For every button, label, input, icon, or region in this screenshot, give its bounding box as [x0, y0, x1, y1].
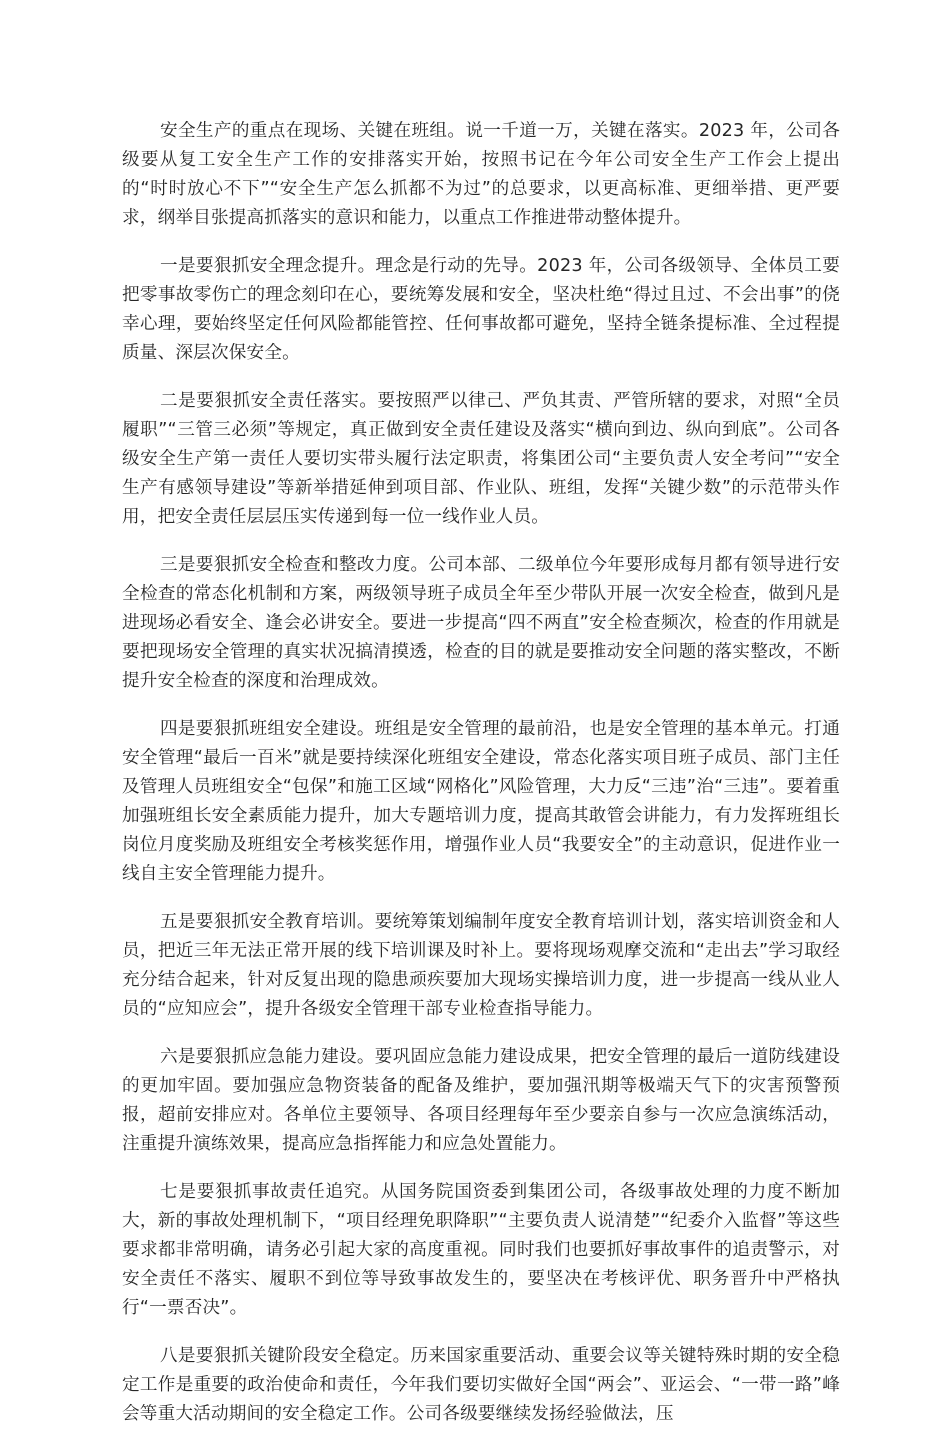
- paragraph-emergency-capability: 六是要狠抓应急能力建设。要巩固应急能力建设成果，把安全管理的最后一道防线建设的更加牢固。要加强应急物资装备的配备及维护，要加强汛期等极端天气下的灾害预警预报，超前安排应对。各单位主要领导、各项目经理每年至少要亲自参与一次应急演练活动，注重提升演练效果，提高应急指挥能力和应急处置能力。: [122, 1047, 840, 1154]
- paragraph-accident-accountability: 七是要狠抓事故责任追究。从国务院国资委到集团公司，各级事故处理的力度不断加大，新的事故处理机制下，“项目经理免职降职”“主要负责人说清楚”“纪委介入监督”等这些要求都非常明确，请务必引起大家的高度重视。同时我们也要抓好事故事件的追责警示，对安全责任不落实、履职不到位等导致事故发生的，要坚决在考核评优、职务晋升中严格执行“一票否决”。: [122, 1182, 840, 1318]
- paragraph-safety-responsibility: 二是要狠抓安全责任落实。要按照严以律己、严负其责、严管所辖的要求，对照“全员履职”“三管三必须”等规定，真正做到安全责任建设及落实“横向到边、纵向到底”。公司各级安全生产第一责任人要切实带头履行法定职责，将集团公司“主要负责人安全考问”“安全生产有感领导建设”等新举措延伸到项目部、作业队、班组，发挥“关键少数”的示范带头作用，把安全责任层层压实传递到每一位一线作业人员。: [122, 391, 840, 527]
- paragraph-team-safety: 四是要狠抓班组安全建设。班组是安全管理的最前沿，也是安全管理的基本单元。打通安全管理“最后一百米”就是要持续深化班组安全建设，常态化落实项目班子成员、部门主任及管理人员班组安全“包保”和施工区域“网格化”风险管理，大力反“三违”治“三违”。要着重加强班组长安全素质能力提升，加大专题培训力度，提高其敢管会讲能力，有力发挥班组长岗位月度奖励及班组安全考核奖惩作用，增强作业人员“我要安全”的主动意识，促进作业一线自主安全管理能力提升。: [122, 719, 840, 884]
- paragraph-safety-training: 五是要狠抓安全教育培训。要统筹策划编制年度安全教育培训计划，落实培训资金和人员，把近三年无法正常开展的线下培训课及时补上。要将现场观摩交流和“走出去”学习取经充分结合起来，针对反复出现的隐患顽疾要加大现场实操培训力度，进一步提高一线从业人员的“应知应会”，提升各级安全管理干部专业检查指导能力。: [122, 912, 840, 1019]
- paragraph-safety-inspection: 三是要狠抓安全检查和整改力度。公司本部、二级单位今年要形成每月都有领导进行安全检查的常态化机制和方案，两级领导班子成员全年至少带队开展一次安全检查，做到凡是进现场必看安全、逢会必讲安全。要进一步提高“四不两直”安全检查频次，检查的作用就是要把现场安全管理的真实状况搞清摸透，检查的目的就是要推动安全问题的落实整改，不断提升安全检查的深度和治理成效。: [122, 555, 840, 691]
- document-body: [122, 117, 840, 1448]
- paragraph-key-period-stability: 八是要狠抓关键阶段安全稳定。历来国家重要活动、重要会议等关键特殊时期的安全稳定工作是重要的政治使命和责任，今年我们要切实做好全国“两会”、亚运会、“一带一路”峰会等重大活动期间的安全稳定工作。公司各级要继续发扬经验做法，压: [122, 1346, 840, 1424]
- paragraph-safety-concept: 一是要狠抓安全理念提升。理念是行动的先导。2023 年，公司各级领导、全体员工要把零事故零伤亡的理念刻印在心，要统筹发展和安全，坚决杜绝“得过且过、不会出事”的侥幸心理，要始终坚定任何风险都能管控、任何事故都可避免，坚持全链条提标准、全过程提质量、深层次保安全。: [122, 256, 840, 363]
- paragraph-intro: 安全生产的重点在现场、关键在班组。说一千道一万，关键在落实。2023 年，公司各级要从复工安全生产工作的安排落实开始，按照书记在今年公司安全生产工作会上提出的“时时放心不下”“安全生产怎么抓都不为过”的总要求，以更高标准、更细举措、更严要求，纲举目张提高抓落实的意识和能力，以重点工作推进带动整体提升。: [122, 121, 840, 228]
